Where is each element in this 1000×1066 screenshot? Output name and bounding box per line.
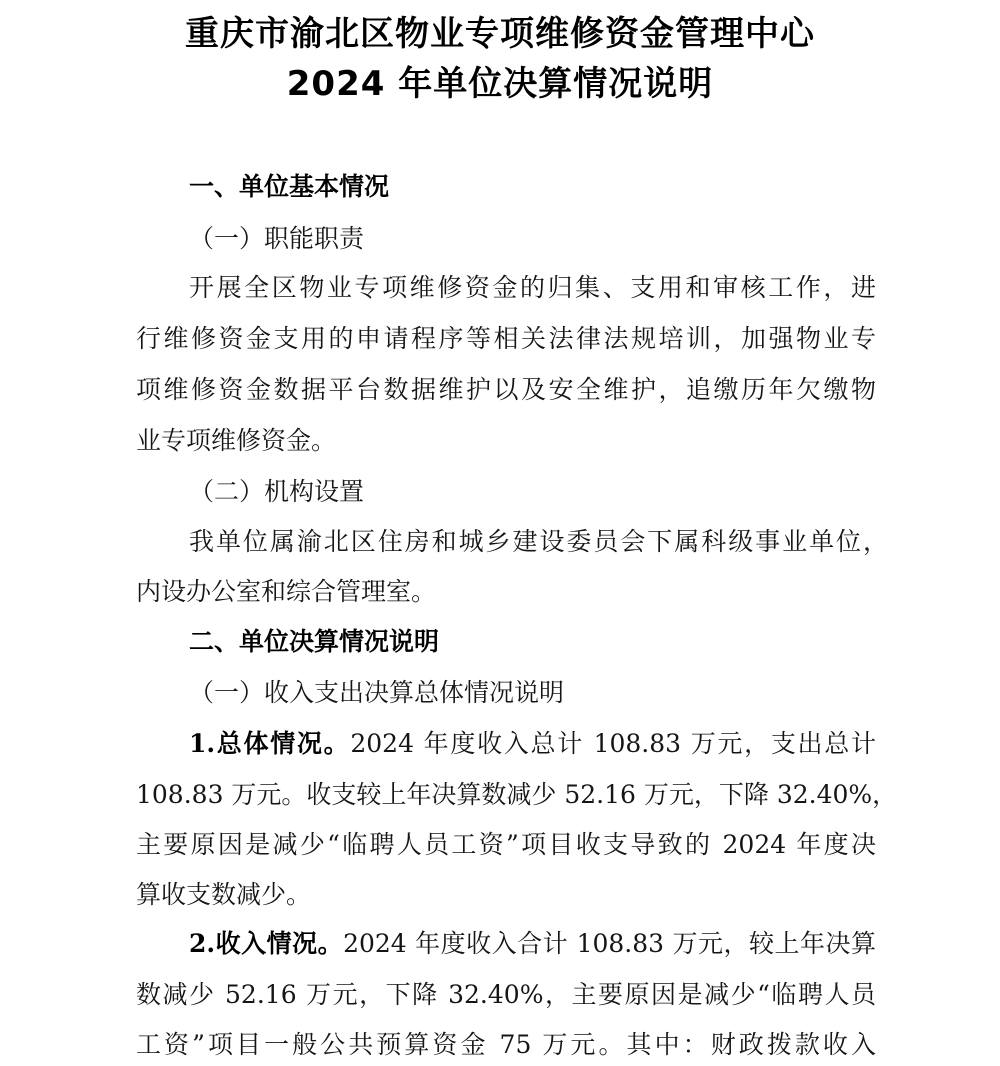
- sub1-line-3: 项维修资金数据平台数据维护以及安全维护，追缴历年欠缴物: [136, 375, 876, 404]
- para1-line-2: 108.83 万元。收支较上年决算数减少 52.16 万元，下降 32.40%，: [136, 780, 898, 809]
- sub2-heading: （二）机构设置: [189, 477, 365, 506]
- para2-line-1: [189, 927, 876, 961]
- para1-line-1: [189, 727, 876, 761]
- sub2-line-1: 我单位属渝北区住房和城乡建设委员会下属科级事业单位，: [189, 527, 888, 556]
- para1-lead: 1.总体情况。: [189, 729, 351, 758]
- document-title-line1: 重庆市渝北区物业专项维修资金管理中心: [185, 14, 815, 54]
- section1-heading: 一、单位基本情况: [189, 172, 390, 201]
- para1-line-4: 算收支数减少。: [136, 880, 312, 909]
- para2-line-3: 工资”项目一般公共预算资金 75 万元。其中：财政拨款收入: [136, 1030, 876, 1059]
- para2-line-2: 数减少 52.16 万元，下降 32.40%，主要原因是减少“临聘人员: [136, 980, 876, 1009]
- section2-heading: 二、单位决算情况说明: [189, 627, 440, 656]
- sub1-heading: （一）职能职责: [189, 224, 365, 253]
- para1-line1-rest: 2024 年度收入总计 108.83 万元，支出总计: [350, 729, 876, 758]
- sub1-line-4: 业专项维修资金。: [136, 426, 337, 455]
- para2-line1-rest: 2024 年度收入合计 108.83 万元，较上年决算: [343, 929, 876, 958]
- document-title-line2: 2024 年单位决算情况说明: [286, 64, 714, 104]
- para2-lead: 2.收入情况。: [189, 929, 344, 958]
- sub3-heading: （一）收入支出决算总体情况说明: [189, 678, 565, 707]
- para1-line-3: 主要原因是减少“临聘人员工资”项目收支导致的 2024 年度决: [136, 830, 876, 859]
- sub1-line-2: 行维修资金支用的申请程序等相关法律法规培训，加强物业专: [136, 324, 876, 353]
- sub2-line-2: 内设办公室和综合管理室。: [136, 577, 437, 606]
- sub1-line-1: 开展全区物业专项维修资金的归集、支用和审核工作，进: [189, 273, 876, 302]
